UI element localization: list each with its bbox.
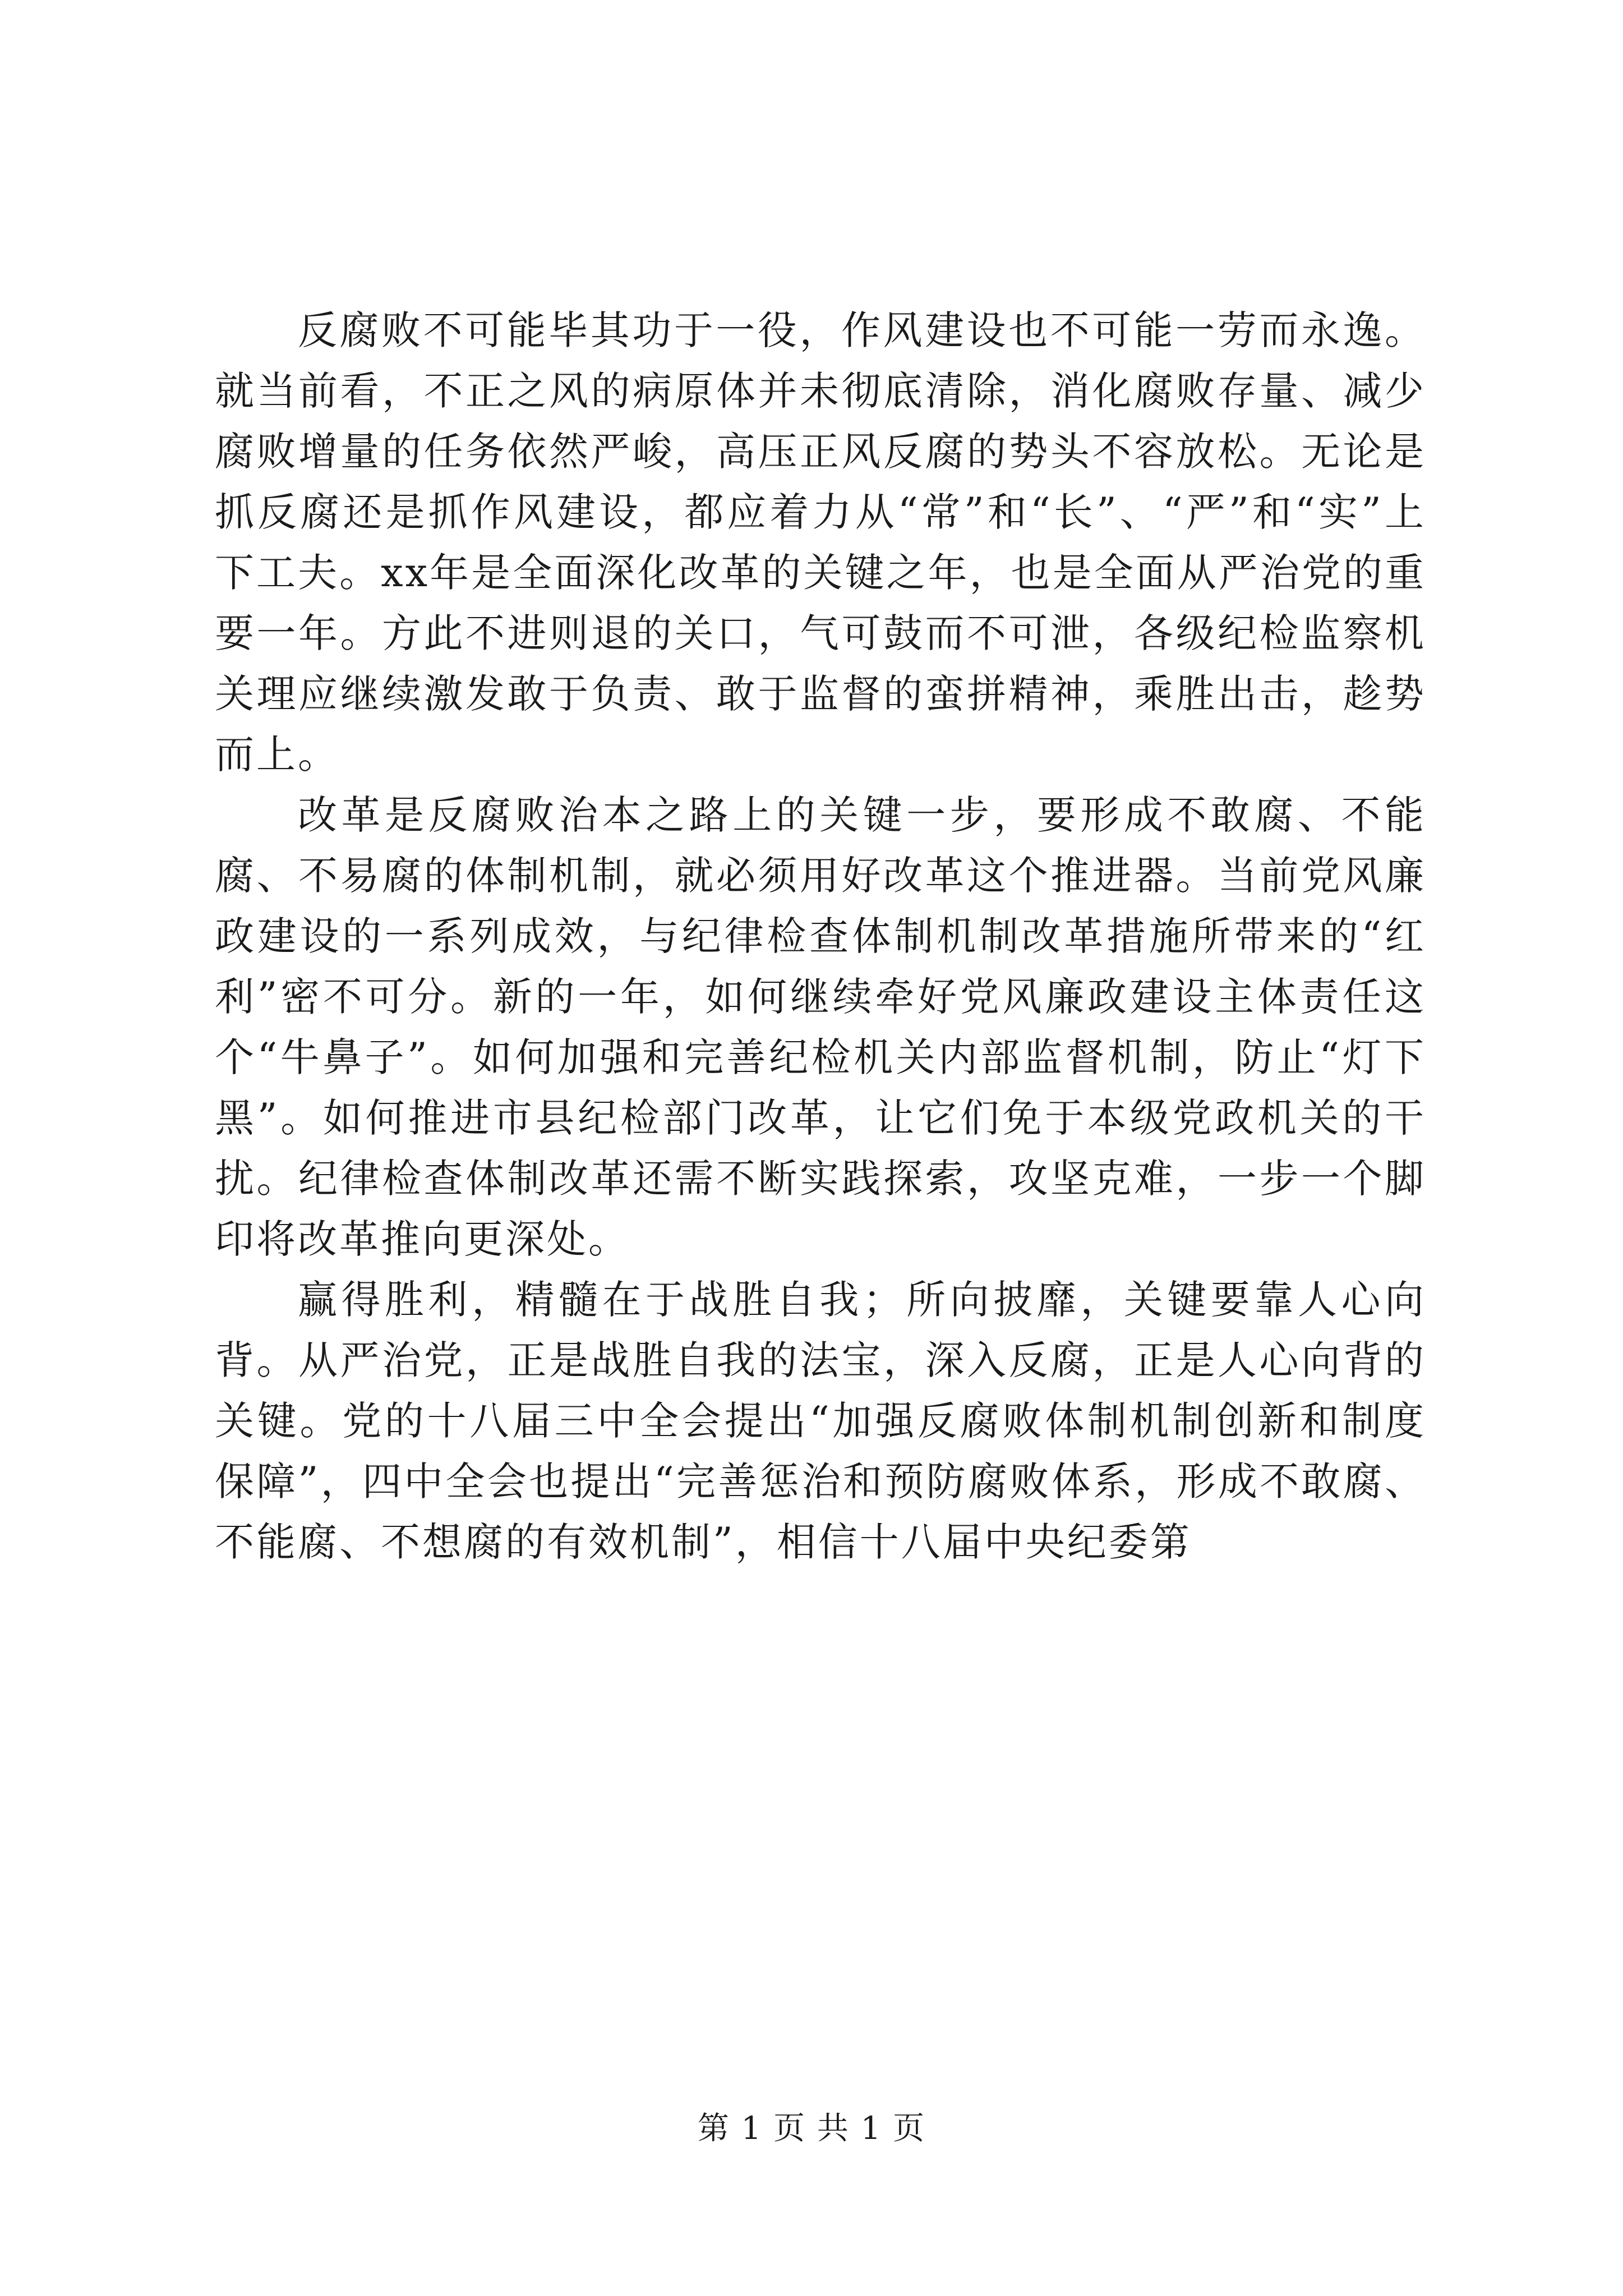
paragraph: 改革是反腐败治本之路上的关键一步，要形成不敢腐、不能腐、不易腐的体制机制，就必须用好改革这个推进器。当前党风廉政建设的一系列成效，与纪律检查体制机制改革措施所带来的“红利”密不可分。新的一年，如何继续牵好党风廉政建设主体责任这个“牛鼻子”。如何加强和完善纪检机关内部监督机制，防止“灯下黑”。如何推进市县纪检部门改革，让它们免于本级党政机关的干扰。纪律检查体制改革还需不断实践探索，攻坚克难，一步一个脚印将改革推向更深处。 xyxy=(215,792,1426,1262)
paragraph: 反腐败不可能毕其功于一役，作风建设也不可能一劳而永逸。就当前看，不正之风的病原体并未彻底清除，消化腐败存量、减少腐败增量的任务依然严峻，高压正风反腐的势头不容放松。无论是抓反腐还是抓作风建设，都应着力从“常”和“长”、“严”和“实”上下工夫。xx年是全面深化改革的关键之年，也是全面从严治党的重要一年。方此不进则退的关口，气可鼓而不可泄，各级纪检监察机关理应继续激发敢于负责、敢于监督的蛮拼精神，乘胜出击，趁势而上。 xyxy=(215,307,1426,777)
document-body xyxy=(215,300,1426,1572)
paragraph: 赢得胜利，精髓在于战胜自我；所向披靡，关键要靠人心向背。从严治党，正是战胜自我的法宝，深入反腐，正是人心向背的关键。党的十八届三中全会提出“加强反腐败体制机制创新和制度保障”，四中全会也提出“完善惩治和预防腐败体系，形成不敢腐、不能腐、不想腐的有效机制”，相信十八届中央纪委第 xyxy=(215,1277,1426,1565)
page-footer: 第 1 页 共 1 页 xyxy=(697,2110,926,2147)
